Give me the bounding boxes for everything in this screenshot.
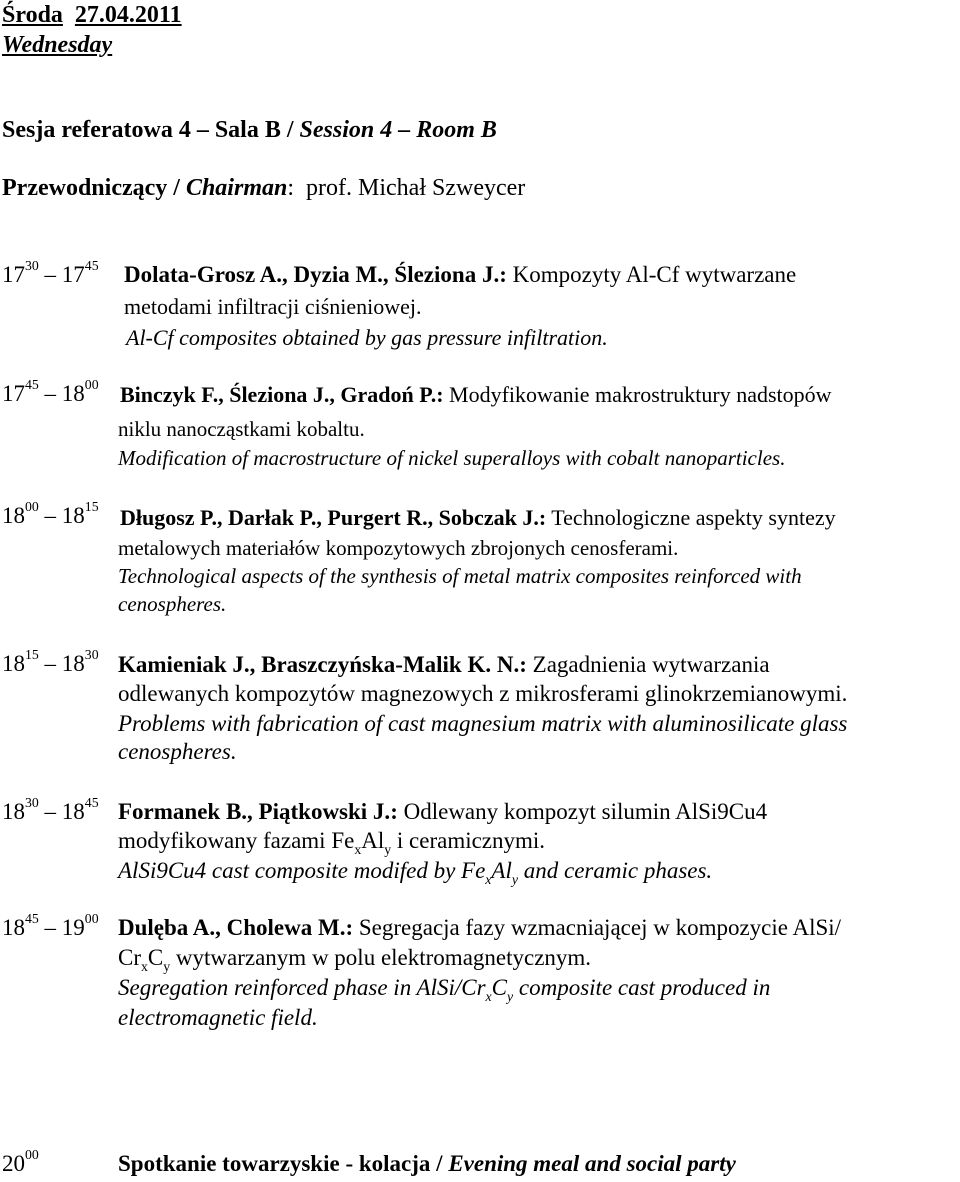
talk-title-pl: Technologiczne aspekty syntezy — [551, 505, 836, 530]
talk-title-en-cont: electromagnetic field. — [118, 1005, 318, 1030]
talk-line-1: Kamieniak J., Braszczyńska-Malik K. N.: Zagadnienia wytwarzania — [118, 652, 770, 677]
chair-colon: : — [287, 175, 295, 201]
talk-title-en: Problems with fabrication of cast magnesium matrix with aluminosilicate glass — [118, 711, 848, 736]
talk-authors: Formanek B., Piątkowski J. — [118, 799, 391, 824]
talk-title-pl: Odlewany kompozyt silumin AlSi9Cu4 — [403, 799, 768, 824]
talk-title-en: Segregation reinforced phase in AlSi/$Cr_xC_y$ composite cast produced in — [118, 975, 771, 1004]
talk-title-pl: Kompozyty Al-Cf wytwarzane — [512, 262, 797, 287]
closing-event — [118, 1151, 736, 1177]
session-title-en: Session 4 – Room B — [299, 117, 497, 143]
talk-title-pl-cont: modyfikowany fazami $Fe_xAl_y$ i ceramicznymi. — [118, 828, 546, 857]
talk-title-pl: Segregacja fazy wzmacniającej w kompozycie AlSi/ — [358, 915, 842, 940]
talk-line-1: Dulęba A., Cholewa M.: Segregacja fazy wzmacniającej w kompozycie AlSi/ — [118, 915, 842, 940]
talk-title-pl-cont: metalowych materiałów kompozytowych zbrojonych cenosferami. — [118, 536, 679, 560]
talk-title-pl: Modyfikowanie makrostruktury nadstopów — [449, 382, 832, 407]
session-title — [2, 117, 497, 144]
closing-time: $20^{00}$ — [2, 1147, 39, 1176]
talk-title-pl-cont: metodami infiltracji ciśnieniowej. — [124, 294, 422, 319]
closing-text-en: Evening meal and social party — [448, 1151, 736, 1176]
talk-title-en-cont: cenospheres. — [118, 592, 227, 616]
closing-text-pl: Spotkanie towarzyskie - kolacja / — [118, 1151, 443, 1176]
talk-authors: Binczyk F., Śleziona J., Gradoń P. — [120, 382, 437, 407]
talk-title-pl-cont: odlewanych kompozytów magnezowych z mikrosferami glinokrzemianowymi. — [118, 681, 848, 706]
talk-time: $18^{00} - 18^{15}$ — [2, 499, 99, 528]
chair-name: prof. Michał Szweycer — [306, 175, 526, 201]
talk-title-pl-cont: niklu nanocząstkami kobaltu. — [118, 417, 365, 441]
talk-title-en: AlSi9Cu4 cast composite modifed by $Fe_xAl_y$ and ceramic phases. — [118, 858, 713, 887]
talk-title-en: Al-Cf composites obtained by gas pressure infiltration. — [126, 325, 608, 350]
talk-authors: Kamieniak J., Braszczyńska-Malik K. N. — [118, 652, 520, 677]
talk-time: $18^{30} - 18^{45}$ — [2, 795, 99, 824]
chair-label-en: Chairman — [185, 175, 288, 201]
talk-time: $17^{30} - 17^{45}$ — [2, 258, 99, 287]
talk-time: $17^{45} - 18^{00}$ — [2, 377, 99, 406]
talk-authors: Dulęba A., Cholewa M. — [118, 915, 346, 940]
chair-line — [2, 175, 525, 202]
talk-line-1: Binczyk F., Śleziona J., Gradoń P.: Modyfikowanie makrostruktury nadstopów — [120, 382, 832, 407]
talk-title-en: Modification of macrostructure of nickel superalloys with cobalt nanoparticles. — [118, 446, 786, 470]
day-pl: Środa — [2, 2, 63, 28]
talk-line-1: Długosz P., Darłak P., Purgert R., Sobczak J.: Technologiczne aspekty syntezy — [120, 505, 836, 530]
talk-line-1: Dolata-Grosz A., Dyzia M., Śleziona J.: Kompozyty Al-Cf wytwarzane — [124, 262, 797, 287]
talk-authors: Długosz P., Darłak P., Purgert R., Sobczak J. — [120, 505, 539, 530]
talk-title-en: Technological aspects of the synthesis of metal matrix composites reinforced with — [118, 564, 802, 588]
day-en: Wednesday — [2, 32, 113, 58]
talk-title-pl-cont: $Cr_xC_y$ wytwarzanym w polu elektromagnetycznym. — [118, 945, 592, 974]
talk-title-pl: Zagadnienia wytwarzania — [532, 652, 770, 677]
talk-line-1: Formanek B., Piątkowski J.: Odlewany kompozyt silumin AlSi9Cu4 — [118, 799, 768, 824]
talk-time: $18^{45} - 19^{00}$ — [2, 911, 99, 940]
talk-time: $18^{15} - 18^{30}$ — [2, 647, 99, 676]
chair-label-pl: Przewodniczący — [2, 175, 168, 201]
session-title-pl: Sesja referatowa 4 – Sala B / — [2, 117, 294, 143]
talk-authors: Dolata-Grosz A., Dyzia M., Śleziona J. — [124, 262, 500, 287]
talk-title-en-cont: cenospheres. — [118, 739, 237, 764]
date: 27.04.2011 — [74, 2, 182, 28]
day-date-heading — [2, 2, 182, 29]
chair-sep: / — [167, 175, 186, 201]
